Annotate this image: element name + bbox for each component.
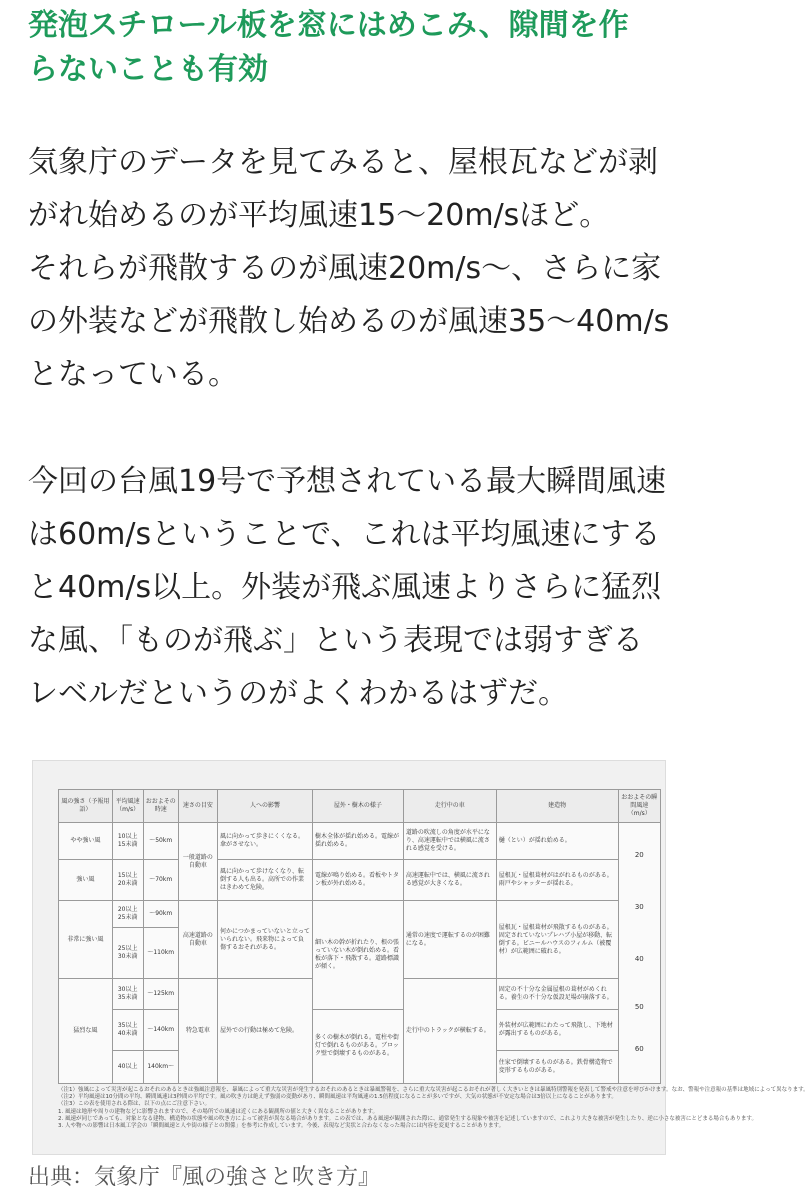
- note-line: 2. 風速が同じであっても、対象となる建物、構造物の状態や風の吹き方によって被害が異なる場合があります。この表では、ある風速が観測された際に、通常発生する現象や被害を記述していますので、これより大きな被害が発生したり、逆に小さな被害にとどまる場合もあります。: [58, 1115, 757, 1122]
- header-cell: 人への影響: [217, 790, 312, 823]
- table-cell: 細い木の幹が折れたり、根の張っていない木が倒れ始める。看板が落下・飛散する。道路標識が傾く。: [312, 901, 403, 1010]
- header-cell: 屋外・樹木の様子: [312, 790, 403, 823]
- table-cell: 高速道路の自動車: [178, 901, 217, 979]
- header-cell: 速さの目安: [178, 790, 217, 823]
- header-cell: おおよその時速: [143, 790, 178, 823]
- table-cell: 〜50km: [143, 823, 178, 860]
- table-cell: 30以上 35未満: [112, 979, 143, 1010]
- table-cell: 〜110km: [143, 927, 178, 978]
- header-cell: 走行中の車: [403, 790, 496, 823]
- table-cell: 35以上 40未満: [112, 1009, 143, 1050]
- gust-tick: 60: [634, 1045, 644, 1053]
- table-cell: 15以上 20未満: [112, 859, 143, 900]
- gust-tick: 50: [634, 1003, 644, 1011]
- table-row: [59, 901, 661, 928]
- header-cell: 平均風速（m/s）: [112, 790, 143, 823]
- header-cell: おおよその瞬間風速（m/s）: [618, 790, 660, 823]
- table-cell: 屋根瓦・屋根葺材がはがれるものがある。雨戸やシャッターが揺れる。: [496, 859, 618, 900]
- table-cell: 高速運転中では、横風に流される感覚が大きくなる。: [403, 859, 496, 900]
- table-cell: 40以上: [112, 1051, 143, 1084]
- table-cell: 樹木全体が揺れ始める。電線が揺れ始める。: [312, 823, 403, 860]
- note-line: （注3）この表を使用される際は、以下の点にご注意下さい。: [58, 1101, 211, 1108]
- table-cell: 強い風: [59, 859, 113, 900]
- note-line: （注1）強風によって災害が起こるおそれのあるときは強風注意報を、暴風によって重大な災害が発生するおそれのあるときは暴風警報を、さらに重大な災害が起こるおそれが著しく大きいときは暴風特別警報を発表して警戒や注意を呼びかけます。なお、警報や注意報の基準は地域によって異なります。: [58, 1087, 809, 1093]
- table-cell: 屋根瓦・屋根葺材が飛散するものがある。固定されていないプレハブ小屋が移動、転倒する。ビニールハウスのフィルム（被覆材）が広範囲に破れる。: [496, 901, 618, 979]
- note-line: （注2）平均風速は10分間の平均、瞬間風速は3秒間の平均です。風の吹き方は絶えず強弱の変動があり、瞬間風速は平均風速の1.5倍程度になることが多いですが、大気の状態が不安定な場合は3倍以上になることがあります。: [58, 1094, 617, 1101]
- table-cell: 屋外での行動は極めて危険。: [217, 979, 312, 1084]
- table-cell: 140km〜: [143, 1051, 178, 1084]
- paragraph-line: と40m/s以上。外装が飛ぶ風速よりさらに猛烈: [28, 570, 662, 605]
- table-cell: 多くの樹木が倒れる。電柱や街灯で倒れるものがある。ブロック壁で倒壊するものがある。: [312, 1009, 403, 1083]
- paragraph-line: それらが飛散するのが風速20m/s〜、さらに家: [28, 251, 662, 286]
- table-cell: 電線が鳴り始める。看板やトタン板が外れ始める。: [312, 859, 403, 900]
- gust-tick: 20: [634, 851, 644, 859]
- source-caption: 出典：気象庁『風の強さと吹き方』: [28, 1165, 381, 1190]
- wind-table-image[interactable]: [32, 760, 809, 1155]
- table-cell: 固定の不十分な金属屋根の葺材がめくれる。養生の不十分な仮設足場が崩落する。: [496, 979, 618, 1010]
- table-cell: 〜140km: [143, 1009, 178, 1050]
- table-cell: 一般道路の自動車: [178, 823, 217, 901]
- paragraph-line: な風、「ものが飛ぶ」という表現では弱すぎる: [28, 623, 643, 658]
- wind-strength-table: [58, 789, 661, 1084]
- header-cell: 風の強さ（予報用語）: [59, 790, 113, 823]
- table-notes: [58, 1087, 809, 1130]
- table-cell: 25以上 30未満: [112, 927, 143, 978]
- table-cell: 住家で倒壊するものがある。鉄骨構造物で変形するものがある。: [496, 1051, 618, 1084]
- heading-line: 発泡スチロール板を窓にはめこみ、隙間を作: [28, 8, 629, 43]
- note-line: 3. 人や物への影響は日本風工学会の「瞬間風速と人や街の様子との関係」を参考に作成しています。今後、表現など実状と合わなくなった場合には内容を変更することがあります。: [58, 1123, 505, 1130]
- table-cell: 非常に強い風: [59, 901, 113, 979]
- table-cell: 通常の速度で運転するのが困難になる。: [403, 901, 496, 979]
- gust-scale-cell: [618, 823, 660, 1084]
- paragraph-line: レベルだというのがよくわかるはずだ。: [28, 676, 568, 711]
- table-row: [59, 823, 661, 860]
- article-paragraph: [28, 136, 678, 401]
- table-cell: 〜70km: [143, 859, 178, 900]
- table-cell: 走行中のトラックが横転する。: [403, 979, 496, 1084]
- table-cell: 特急電車: [178, 979, 217, 1084]
- paragraph-line: の外装などが飛散し始めるのが風速35〜40m/s: [28, 304, 670, 339]
- header-cell: 建造物: [496, 790, 618, 823]
- table-row: [59, 859, 661, 900]
- table-cell: 風に向かって歩きにくくなる。傘がさせない。: [217, 823, 312, 860]
- table-header-row: [59, 790, 661, 823]
- table-cell: 猛烈な風: [59, 979, 113, 1084]
- table-row: [59, 1009, 661, 1050]
- table-cell: 〜90km: [143, 901, 178, 928]
- paragraph-line: 気象庁のデータを見てみると、屋根瓦などが剥: [28, 145, 658, 180]
- table-cell: やや強い風: [59, 823, 113, 860]
- table-cell: 樋（とい）が揺れ始める。: [496, 823, 618, 860]
- table-cell: 10以上 15未満: [112, 823, 143, 860]
- table-cell: 20以上 25未満: [112, 901, 143, 928]
- paragraph-line: は60m/sということで、これは平均風速にする: [28, 517, 661, 552]
- table-cell: 道路の吹流しの角度が水平になり、高速運転中では横風に流される感覚を受ける。: [403, 823, 496, 860]
- paragraph-line: がれ始めるのが平均風速15〜20m/sほど。: [28, 198, 610, 233]
- table-cell: 外装材が広範囲にわたって飛散し、下地材が露出するものがある。: [496, 1009, 618, 1050]
- article-paragraph: [28, 455, 678, 720]
- note-line: 1. 風速は地形や周りの建物などに影響されますので、その場所での風速は近くにある観測所の値と大きく異なることがあります。: [58, 1108, 378, 1115]
- article-heading: [28, 4, 678, 92]
- paragraph-line: 今回の台風19号で予想されている最大瞬間風速: [28, 464, 667, 499]
- table-cell: 〜125km: [143, 979, 178, 1010]
- paragraph-line: となっている。: [28, 357, 238, 392]
- gust-tick: 30: [634, 903, 644, 911]
- table-cell: 何かにつかまっていないと立っていられない。飛来物によって負傷するおそれがある。: [217, 901, 312, 979]
- heading-line: らないことも有効: [28, 52, 268, 87]
- table-cell: 風に向かって歩けなくなり、転倒する人も出る。高所での作業はきわめて危険。: [217, 859, 312, 900]
- gust-tick: 40: [634, 955, 644, 963]
